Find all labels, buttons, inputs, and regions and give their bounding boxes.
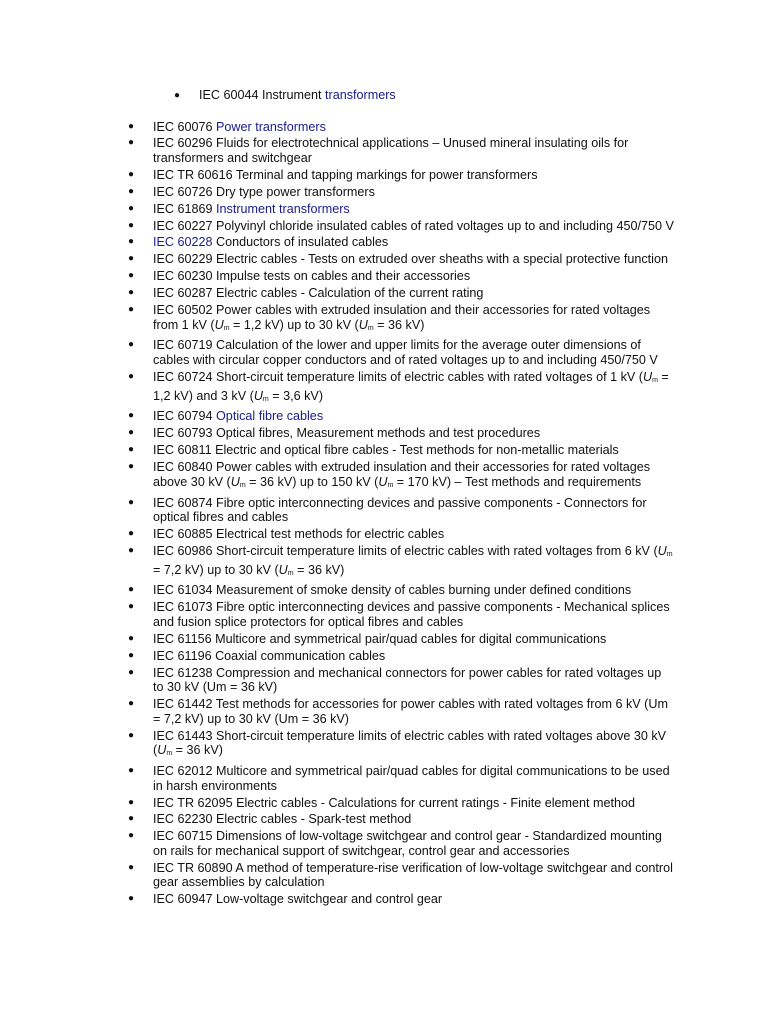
item-text: IEC 62012 Multicore and symmetrical pair/quad cables for digital communications to be used in harsh environments bbox=[153, 764, 670, 793]
item-text: = 170 kV) – Test methods and requirements bbox=[393, 474, 642, 489]
list-item bbox=[0, 235, 675, 250]
subscript-text: m bbox=[287, 569, 294, 577]
item-text: IEC TR 60890 A method of temperature-rise verification of low-voltage switchgear and control gear assemblies by calculation bbox=[153, 860, 673, 890]
subscript-text: m bbox=[223, 324, 230, 332]
item-text: IEC 60811 Electric and optical fibre cables - Test methods for non-metallic materials bbox=[153, 443, 619, 458]
list-item bbox=[0, 861, 675, 890]
list-item bbox=[0, 796, 675, 811]
list-item bbox=[0, 202, 675, 217]
item-text: IEC 60230 Impulse tests on cables and their accessories bbox=[153, 269, 471, 284]
bullet-icon: ● bbox=[128, 185, 135, 197]
standard-link[interactable]: Instrument transformers bbox=[216, 201, 350, 216]
bullet-icon: ● bbox=[128, 270, 135, 282]
standard-link[interactable]: IEC 60228 bbox=[153, 235, 213, 250]
item-text: IEC 60986 Short-circuit temperature limits of electric cables with rated voltages from 6 kV ( bbox=[153, 543, 658, 558]
bullet-icon: ● bbox=[128, 410, 135, 422]
bullet-icon: ● bbox=[128, 137, 135, 149]
item-text: = 36 kV) up to 150 kV ( bbox=[245, 474, 379, 489]
bullet-icon: ● bbox=[128, 236, 135, 248]
bullet-icon: ● bbox=[128, 765, 135, 777]
item-text: IEC 60794 bbox=[153, 409, 217, 424]
italic-text: U bbox=[278, 562, 288, 577]
bullet-icon: ● bbox=[128, 698, 135, 710]
list-item bbox=[0, 286, 675, 301]
item-text: Conductors of insulated cables bbox=[212, 235, 389, 250]
subscript-text: m bbox=[239, 481, 246, 489]
bullet-icon: ● bbox=[128, 649, 135, 661]
list-item bbox=[0, 269, 675, 284]
list-item bbox=[0, 120, 675, 135]
item-text: IEC 60229 Electric cables - Tests on extruded over sheaths with a special protective function bbox=[153, 252, 668, 267]
item-text: IEC 62230 Electric cables - Spark-test method bbox=[153, 812, 412, 827]
item-text: = 1,2 kV) and 3 kV ( bbox=[153, 369, 669, 403]
list-item bbox=[0, 443, 675, 458]
list-item bbox=[0, 527, 675, 542]
bullet-icon: ● bbox=[128, 120, 135, 132]
item-text: IEC 60076 bbox=[153, 119, 217, 134]
bullet-icon: ● bbox=[128, 796, 135, 808]
list-item bbox=[0, 252, 675, 267]
list-item bbox=[0, 764, 675, 793]
italic-text: U bbox=[157, 743, 167, 758]
list-item bbox=[0, 409, 675, 424]
bullet-icon: ● bbox=[128, 253, 135, 265]
item-text: IEC 61073 Fibre optic interconnecting devices and passive components - Mechanical splices and fusion splice protectors for optical fibres and cables bbox=[153, 600, 670, 629]
item-text: IEC 60502 Power cables with extruded insulation and their accessories for rated voltages from 1 kV ( bbox=[153, 303, 651, 332]
bullet-icon: ● bbox=[128, 632, 135, 644]
list-item bbox=[0, 168, 675, 183]
list-item bbox=[0, 649, 675, 664]
list-item bbox=[0, 544, 675, 581]
standards-list bbox=[0, 120, 700, 910]
bullet-icon: ● bbox=[128, 444, 135, 456]
subscript-text: m bbox=[367, 324, 374, 332]
bullet-icon: ● bbox=[128, 813, 135, 825]
bullet-icon: ● bbox=[128, 729, 135, 741]
subscript-text: m bbox=[652, 376, 658, 384]
list-item bbox=[0, 426, 675, 441]
bullet-icon: ● bbox=[128, 202, 135, 214]
list-item bbox=[0, 370, 675, 407]
item-text: IEC 61443 Short-circuit temperature limits of electric cables with rated voltages above 30 kV ( bbox=[153, 728, 667, 758]
item-text: IEC 60874 Fibre optic interconnecting devices and passive components - Connectors for optical fibres and cables bbox=[153, 495, 647, 525]
bullet-icon: ● bbox=[128, 666, 135, 678]
item-text: = 1,2 kV) up to 30 kV ( bbox=[229, 317, 359, 332]
list-item bbox=[0, 666, 675, 695]
subscript-text: m bbox=[166, 750, 173, 758]
bullet-icon: ● bbox=[128, 544, 135, 556]
bullet-icon: ● bbox=[128, 830, 135, 842]
italic-text: U bbox=[214, 317, 224, 332]
subscript-text: m bbox=[387, 481, 394, 489]
list-item bbox=[0, 892, 675, 907]
item-text: IEC 61034 Measurement of smoke density of cables burning under defined conditions bbox=[153, 583, 632, 598]
bullet-icon: ● bbox=[128, 370, 135, 382]
bullet-icon: ● bbox=[128, 601, 135, 613]
italic-text: U bbox=[358, 317, 368, 332]
italic-text: U bbox=[657, 543, 667, 558]
item-text: IEC 60227 Polyvinyl chloride insulated cables of rated voltages up to and including 450/750 V bbox=[153, 218, 674, 233]
list-item bbox=[0, 697, 675, 726]
bullet-icon: ● bbox=[174, 90, 181, 101]
item-text: IEC 60715 Dimensions of low-voltage switchgear and control gear - Standardized mounting on rails for mechanical support of switchgear, control gear and accessories bbox=[153, 829, 662, 858]
item-text: IEC 61238 Compression and mechanical connectors for power cables for rated voltages up to 30 kV (Um = 36 kV) bbox=[153, 665, 662, 695]
item-text: = 36 kV) bbox=[373, 317, 425, 332]
list-item bbox=[0, 185, 675, 200]
item-text: IEC 60044 Instrument bbox=[199, 88, 326, 102]
item-text: IEC 60840 Power cables with extruded insulation and their accessories for rated voltages above 30 kV ( bbox=[153, 460, 651, 489]
list-item bbox=[0, 812, 675, 827]
bullet-icon: ● bbox=[128, 287, 135, 299]
italic-text: U bbox=[253, 388, 263, 403]
item-text: = 7,2 kV) up to 30 kV ( bbox=[153, 562, 279, 577]
list-item bbox=[0, 496, 675, 525]
standard-link[interactable]: Optical fibre cables bbox=[216, 409, 324, 424]
item-text: IEC 60724 Short-circuit temperature limits of electric cables with rated voltages of 1 kV ( bbox=[153, 369, 643, 384]
list-item bbox=[0, 88, 700, 103]
item-text: IEC 61442 Test methods for accessories for power cables with rated voltages from 6 kV (Um = 7,2 kV) up to 30 kV (Um = 36 kV) bbox=[153, 697, 668, 726]
item-text: IEC 60885 Electrical test methods for electric cables bbox=[153, 527, 445, 542]
item-text: IEC 60296 Fluids for electrotechnical applications – Unused mineral insulating oils for transformers and switchgear bbox=[153, 136, 629, 165]
item-text: IEC 60726 Dry type power transformers bbox=[153, 184, 375, 199]
subscript-text: m bbox=[666, 550, 673, 558]
item-text: = 36 kV) bbox=[172, 743, 223, 758]
item-text: IEC 60947 Low-voltage switchgear and control gear bbox=[153, 892, 443, 907]
item-text: IEC TR 60616 Terminal and tapping markings for power transformers bbox=[153, 167, 538, 182]
item-text: IEC TR 62095 Electric cables - Calculations for current ratings - Finite element method bbox=[153, 795, 636, 810]
bullet-icon: ● bbox=[128, 427, 135, 439]
list-item bbox=[0, 136, 675, 165]
bullet-icon: ● bbox=[128, 304, 135, 315]
list-item bbox=[0, 729, 675, 762]
standard-link[interactable]: transformers bbox=[325, 88, 396, 102]
list-item bbox=[0, 632, 675, 647]
bullet-icon: ● bbox=[128, 584, 135, 596]
bullet-icon: ● bbox=[128, 861, 135, 873]
list-item bbox=[0, 303, 675, 336]
list-item bbox=[0, 829, 675, 858]
item-text: IEC 60793 Optical fibres, Measurement methods and test procedures bbox=[153, 426, 541, 441]
italic-text: U bbox=[230, 474, 240, 489]
bullet-icon: ● bbox=[128, 496, 135, 508]
bullet-icon: ● bbox=[128, 219, 135, 231]
bullet-icon: ● bbox=[128, 528, 135, 540]
bullet-icon: ● bbox=[128, 168, 135, 180]
item-text: IEC 61156 Multicore and symmetrical pair/quad cables for digital communications bbox=[153, 631, 607, 646]
italic-text: U bbox=[642, 369, 653, 384]
item-text: IEC 60287 Electric cables - Calculation of the current rating bbox=[153, 286, 484, 301]
standard-link[interactable]: Power transformers bbox=[216, 119, 326, 134]
list-item bbox=[0, 583, 675, 598]
item-text: = 3,6 kV) bbox=[268, 388, 324, 403]
list-item bbox=[0, 460, 675, 493]
item-text: IEC 61869 bbox=[153, 201, 217, 216]
item-text: IEC 61196 Coaxial communication cables bbox=[153, 648, 386, 663]
bullet-icon: ● bbox=[128, 339, 135, 351]
subscript-text: m bbox=[262, 395, 269, 403]
list-item bbox=[0, 219, 675, 234]
bullet-icon: ● bbox=[128, 893, 135, 905]
sub-list bbox=[0, 88, 700, 103]
item-text: = 36 kV) bbox=[293, 562, 345, 577]
italic-text: U bbox=[378, 474, 388, 489]
list-item bbox=[0, 338, 675, 367]
bullet-icon: ● bbox=[128, 461, 135, 473]
item-text: IEC 60719 Calculation of the lower and upper limits for the average outer dimensions of cables with circular copper conductors and of rated voltages up to and including 450/750 V bbox=[153, 338, 658, 368]
list-item bbox=[0, 600, 675, 629]
